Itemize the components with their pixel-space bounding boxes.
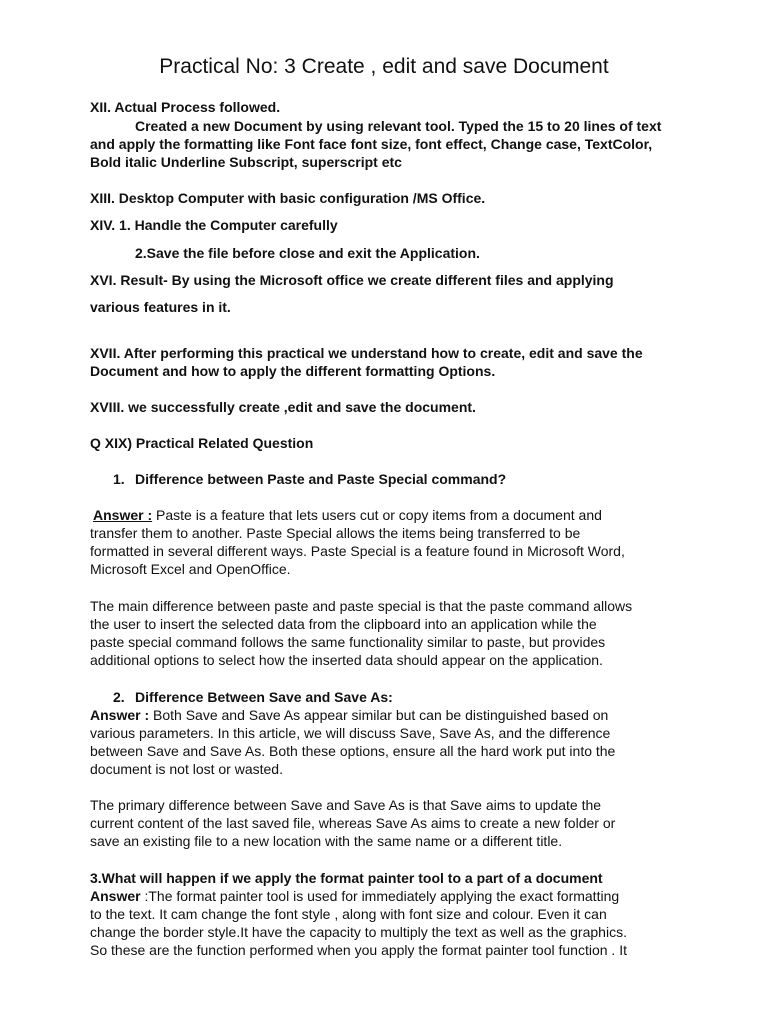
answer-1-line: formatted in several different ways. Paste Special is a feature found in Microsoft Word, <box>90 543 625 559</box>
answer-2-text: Both Save and Save As appear similar but can be distinguished based on <box>149 707 609 723</box>
page-title: Practical No: 3 Create , edit and save Document <box>159 55 609 78</box>
section-17-line2: Document and how to apply the different formatting Options. <box>90 363 496 379</box>
answer-2-line: between Save and Save As. Both these options, ensure all the hard work put into the <box>90 743 616 759</box>
answer-1-para2-line: the user to insert the selected data from the clipboard into an application while the <box>90 616 597 632</box>
answer-label: Answer <box>90 888 141 904</box>
section-18: XVIII. we successfully create ,edit and save the document. <box>90 399 476 415</box>
question-1-text: Difference between Paste and Paste Special command? <box>135 471 507 487</box>
section-12-line: and apply the formatting like Font face font size, font effect, Change case, TextColor, <box>90 136 653 152</box>
answer-3-text: :The format painter tool is used for immediately applying the exact formatting <box>140 888 620 904</box>
section-16-line2: various features in it. <box>90 299 231 315</box>
answer-2-para2-line: The primary difference between Save and Save As is that Save aims to update the <box>90 797 602 813</box>
section-14-line1: XIV. 1. Handle the Computer carefully <box>90 217 338 233</box>
section-12-line: Bold italic Underline Subscript, superscript etc <box>90 154 402 170</box>
question-section-heading: Q XIX) Practical Related Question <box>90 435 314 451</box>
question-3-text: 3.What will happen if we apply the format painter tool to a part of a document <box>90 870 603 886</box>
section-16-line1: XVI. Result- By using the Microsoft office we create different files and applying <box>90 272 614 288</box>
question-2-text: Difference Between Save and Save As: <box>135 689 393 705</box>
answer-3-line: So these are the function performed when you apply the format painter tool function . It <box>90 942 627 958</box>
section-12-heading: XII. Actual Process followed. <box>90 99 281 115</box>
answer-2-line: document is not lost or wasted. <box>90 761 283 777</box>
section-14-line2: 2.Save the file before close and exit the Application. <box>135 245 480 261</box>
answer-2-line: various parameters. In this article, we will discuss Save, Save As, and the difference <box>90 725 611 741</box>
question-2-number: 2. <box>113 689 125 705</box>
answer-3-line <box>90 887 619 905</box>
answer-1-line: transfer them to another. Paste Special allows the items being transferred to be <box>90 525 581 541</box>
answer-1-line: Microsoft Excel and OpenOffice. <box>90 561 291 577</box>
answer-2-para2-line: current content of the last saved file, whereas Save As aims to create a new folder or <box>90 815 616 831</box>
section-12-line: Created a new Document by using relevant tool. Typed the 15 to 20 lines of text <box>135 118 662 134</box>
answer-3-line: change the border style.It have the capacity to multiply the text as well as the graphics. <box>90 924 627 940</box>
section-13: XIII. Desktop Computer with basic configuration /MS Office. <box>90 190 486 206</box>
answer-1-para2-line: additional options to select how the inserted data should appear on the application. <box>90 652 603 668</box>
answer-1-text: Paste is a feature that lets users cut or copy items from a document and <box>152 507 602 523</box>
answer-2-line <box>90 706 608 724</box>
answer-label: Answer : <box>90 707 150 723</box>
answer-2-para2-line: save an existing file to a new location with the same name or a different title. <box>90 833 563 849</box>
answer-1-line <box>93 506 602 524</box>
answer-label: Answer : <box>93 507 153 523</box>
answer-1-para2-line: paste special command follows the same functionality similar to paste, but provides <box>90 634 606 650</box>
answer-3-line: to the text. It cam change the font style , along with font size and colour. Even it can <box>90 906 607 922</box>
section-17-line1: XVII. After performing this practical we understand how to create, edit and save the <box>90 345 643 361</box>
question-1-number: 1. <box>113 471 125 487</box>
answer-1-para2-line: The main difference between paste and paste special is that the paste command allows <box>90 598 633 614</box>
